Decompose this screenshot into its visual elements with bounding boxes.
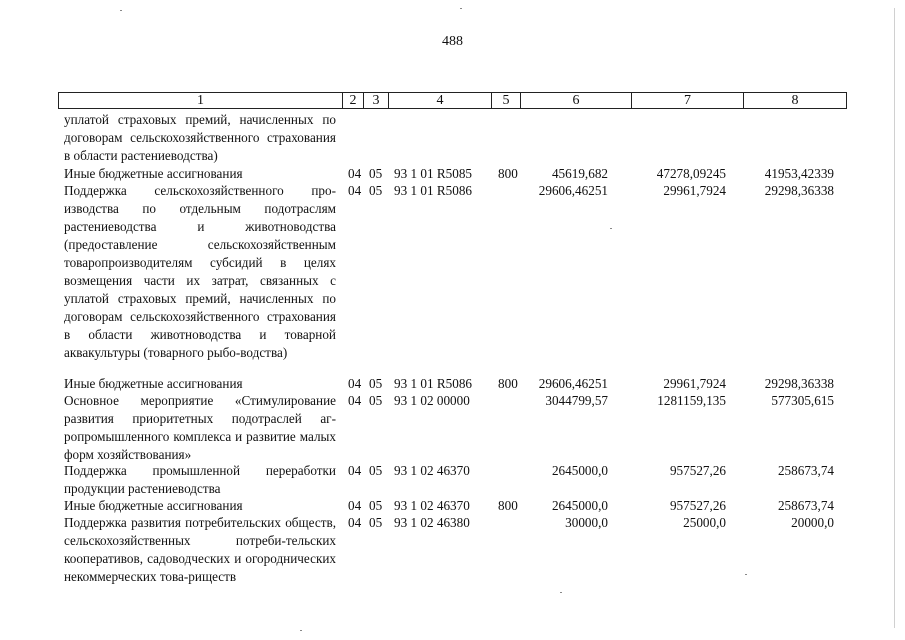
row-code-subsection: 05: [369, 183, 383, 198]
row-expense-type: 800: [498, 498, 518, 513]
header-col-3: 3: [364, 93, 389, 108]
row-name: Иные бюджетные ассигнования: [64, 166, 243, 181]
row-amount-6: 2645000,0: [551, 498, 608, 513]
row-target-article: 93 1 01 R5086: [394, 376, 473, 391]
row-name: Поддержка развития потребительских обществ, сельскохозяйственных потреби-тельских кооперативов, садоводческих и огороднических некоммерческих това-риществ: [64, 515, 336, 584]
row-amount-7: 957527,26: [669, 498, 726, 513]
row-amount-6: 45619,682: [551, 166, 608, 181]
header-col-7: 7: [632, 93, 744, 108]
row-name: уплатой страховых премий, начисленных по договорам сельскохозяйственного страхования в области растениеводства): [64, 112, 336, 163]
row-code-section: 04: [348, 393, 362, 408]
row-code-section: 04: [348, 515, 362, 530]
row-amount-7: 1281159,135: [657, 393, 726, 408]
header-col-8: 8: [791, 93, 799, 108]
row-target-article: 93 1 01 R5086: [394, 183, 473, 198]
row-code-subsection: 05: [369, 166, 383, 181]
scan-speck: [120, 10, 122, 11]
table-header: [58, 92, 847, 109]
row-code-subsection: 05: [369, 498, 383, 513]
scan-speck: [300, 630, 302, 631]
row-amount-8: 41953,42339: [764, 166, 834, 181]
row-amount-7: 957527,26: [669, 463, 726, 478]
row-code-section: 04: [348, 498, 362, 513]
row-code-subsection: 05: [369, 463, 383, 478]
row-target-article: 93 1 01 R5085: [394, 166, 473, 181]
row-name: Иные бюджетные ассигнования: [64, 498, 243, 513]
row-name: Иные бюджетные ассигнования: [64, 376, 243, 391]
row-name: Основное мероприятие «Стимулирование развития приоритетных подотраслей аг-ропромышленного комплекса и развитие малых форм хозяйствования»: [64, 393, 336, 462]
scan-speck: [460, 8, 462, 9]
row-name: Поддержка сельскохозяйственного про-изводства по отдельным подотраслям растениеводства и животноводства (предоставление сельскохозяйственным товаропроизводителям субсидий в целях возмещения части их затрат, связанных с уплатой страховых премий, начисленных по договорам сельскохозяйственного страхования в области животноводства и товарной аквакультуры (товарного рыбо-водства): [64, 183, 336, 360]
row-expense-type: 800: [498, 376, 518, 391]
header-col-4: 4: [389, 93, 492, 108]
row-amount-6: 29606,46251: [538, 183, 608, 198]
row-amount-8: 20000,0: [791, 515, 834, 530]
row-amount-7: 47278,09245: [656, 166, 726, 181]
row-target-article: 93 1 02 46370: [394, 463, 470, 478]
header-col-2: 2: [343, 93, 364, 108]
page-edge-line: [894, 8, 895, 628]
header-col-5: 5: [492, 93, 521, 108]
row-code-section: 04: [348, 463, 362, 478]
row-amount-6: 2645000,0: [551, 463, 608, 478]
row-expense-type: 800: [498, 166, 518, 181]
header-col-6: 6: [521, 93, 632, 108]
row-target-article: 93 1 02 00000: [394, 393, 470, 408]
row-amount-7: 29961,7924: [663, 183, 726, 198]
row-target-article: 93 1 02 46380: [394, 515, 470, 530]
row-amount-6: 30000,0: [565, 515, 608, 530]
row-amount-8: 258673,74: [777, 498, 834, 513]
row-code-subsection: 05: [369, 393, 383, 408]
scan-speck: [610, 228, 612, 229]
row-amount-8: 258673,74: [777, 463, 834, 478]
row-code-section: 04: [348, 376, 362, 391]
page-number: 488: [442, 34, 463, 49]
row-target-article: 93 1 02 46370: [394, 498, 470, 513]
row-amount-7: 29961,7924: [663, 376, 726, 391]
scan-speck: [745, 574, 747, 575]
row-amount-8: 577305,615: [771, 393, 834, 408]
row-amount-8: 29298,36338: [764, 376, 834, 391]
row-amount-6: 3044799,57: [545, 393, 608, 408]
row-name: Поддержка промышленной переработки продукции растениеводства: [64, 463, 336, 496]
row-amount-6: 29606,46251: [538, 376, 608, 391]
row-amount-7: 25000,0: [683, 515, 726, 530]
scan-speck: [560, 592, 562, 593]
row-code-subsection: 05: [369, 515, 383, 530]
header-col-1: 1: [59, 93, 343, 108]
row-code-subsection: 05: [369, 376, 383, 391]
row-code-section: 04: [348, 166, 362, 181]
row-amount-8: 29298,36338: [764, 183, 834, 198]
row-code-section: 04: [348, 183, 362, 198]
